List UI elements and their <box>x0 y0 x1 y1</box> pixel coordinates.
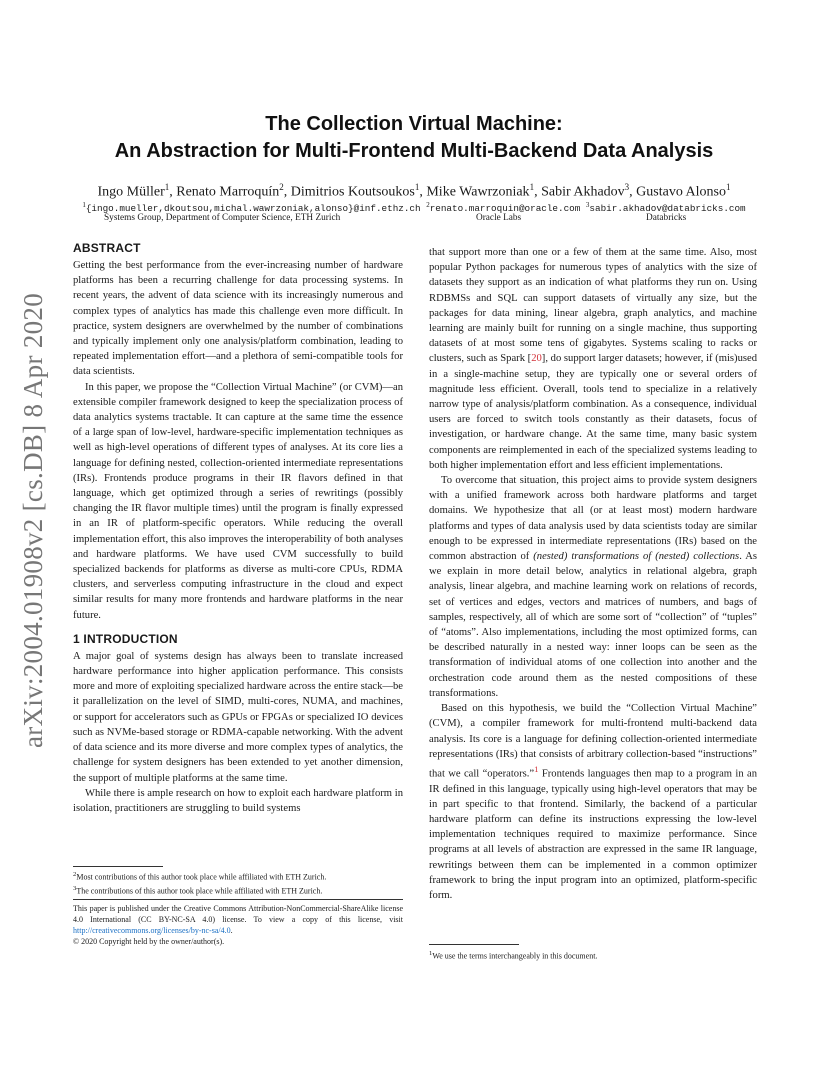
license-link[interactable]: http://creativecommons.org/licenses/by-nc-sa/4.0 <box>73 926 231 935</box>
arxiv-side-label: arXiv:2004.01908v2 [cs.DB] 8 Apr 2020 <box>18 292 49 748</box>
right-column <box>429 245 757 903</box>
abstract-heading: ABSTRACT <box>73 241 141 255</box>
author-emails: $^1${ingo.mueller,dkoutsou,michal.wawrzoniak,alonso}@inf.ethz.ch $^2$renato.marroquin@oracle.com $^3$sabir.akhadov@databricks.com <box>82 201 746 215</box>
footnote-right: $^1$We use the terms interchangeably in this document. <box>429 950 598 961</box>
affiliation-oracle: Oracle Labs <box>476 213 522 223</box>
affiliation-databricks: Databricks <box>646 213 687 223</box>
introduction-heading: 1 INTRODUCTION <box>73 631 178 646</box>
footnote-rule <box>429 944 519 945</box>
intro-paragraph: While there is ample research on how to exploit each hardware platform in isolation, practitioners are struggling to build systems <box>73 787 403 814</box>
affiliation-eth: Systems Group, Department of Computer Science, ETH Zurich <box>104 213 341 223</box>
footnotes-left: $^2$Most contributions of this author took place while affiliated with ETH Zurich. $^3$The contributions of this author took place while affiliated with ETH Zurich. <box>73 871 327 896</box>
body-paragraph: Based on this hypothesis, we build the “Collection Virtual Machine” (CVM), a compiler framework for multi-frontend multi-backend data analysis. Its core is a language for defining collection-oriented intermediate representations (IRs) that consists of arbitrary collection-based “instructions” that we call “operators.”$^1$ Frontends languages then map to a program in an IR defined in this language, typically using high-level operators that may be in part specific to that frontend. Similarly, the backend of a particular hardware platform can define its instructions expressing the low-level implementation techniques required to maximize performance. Since programs at all levels of abstraction are expressed in the same IR language, rewritings between them can be implemented in a common optimizer framework to bring the input program into an optimized, platform-specific form. <box>429 703 757 902</box>
citation-link[interactable]: 20 <box>531 353 542 365</box>
author-list: Ingo Müller$^1$, Renato Marroquín$^2$, Dimitrios Koutsoukos$^1$, Mike Wawrzoniak$^1$, Sabir Akhadov$^3$, Gustavo Alonso$^1$ <box>97 182 731 200</box>
abstract-paragraph: In this paper, we propose the “Collection Virtual Machine” (or CVM)—an extensible compiler framework designed to keep the specialization process of data analytics systems tractable. It can capture at the same time the essence of a large span of low-level, hardware-specific implementation techniques as well as high-level operations of different types of analyses. At its core lies a language for defining nested, collection-oriented intermediate representations (IRs). Frontends produce programs in their IR flavors defined in that language, which get optimized through a series of rewritings (possibly changing the IR flavor multiple times) until the program is finally expressed in an IR of platform-specific operators. While reducing the overall implementation effort, this also improves the interoperability of both analyses and hardware platforms. We have used CVM successfully to build specialized backends for platforms as diverse as multi-core CPUs, RDMA clusters, and serverless computing infrastructure in the cloud and expect similar results for many more frontends and hardware platforms in the near future. <box>73 381 403 621</box>
body-paragraph: To overcome that situation, this project aims to provide system designers with a unified framework across both hardware platforms and target domains. We hypothesize that all (or at least most) modern hardware platforms and types of data analysis used by data scientists today are similar enough to be expressed in intermediate representations (IRs) based on the common abstraction of (nested) transformations of (nested) collections. As we explain in more detail below, analytics in relational algebra, graph analysis, linear algebra, and machine learning work on relations of records, set of vertices and edges, vectors and matrices of numbers, and bags of samples, respectively, all of which are some sort of “collection” of “tuples” of “atoms”. Also implementations, including the most optimized forms, can be described naturally in a nested way: inner loops can be seen as the transformation of individual atoms of one collection into another and the orchestration code around them as the nested compositions of these transformations. <box>429 475 757 699</box>
footnote-rule <box>73 866 163 867</box>
body-paragraph: that support more than one or a few of them at the same time. Also, most popular Python packages for numerous types of analytics with the size of datasets they support as an indication of what platforms they run on. Using RDBMSs and SQL can support datasets of virtually any size, but the packages for data mining, linear algebra, graph analytics, and machine learning are mainly built for running on a single machine, thus supporting datasets of at most some tens of gigabytes. Systems scaling to racks or clusters, such as Spark [20], do support larger datasets; however, if (mis)used in a single-machine setup, they are typically one or several orders of magnitude less efficient. Overall, tools tend to specialize in a relatively narrow type of analysis/platform combination. As a consequence, individual users are forced to switch tools constantly as their datasets, focus of investigation, or hardware change. At the same time, many basic system components are reimplemented in each of the specialized systems leading to both higher implementation effort and less efficient implementations. <box>429 247 758 471</box>
license-notice: This paper is published under the Creative Commons Attribution-NonCommercial-ShareAlike license 4.0 International (CC BY-NC-SA 4.0) license. To view a copy of this license, visit http://creativecommons.org/licenses/by-nc-sa/4.0. © 2020 Copyright held by the owner/author(s). <box>73 904 403 946</box>
left-column <box>73 240 403 816</box>
abstract-paragraph: Getting the best performance from the ever-increasing number of hardware platforms has been a recurring challenge for data processing systems. In recent years, the advent of data science with its increasingly numerous and complex types of analytics has made this challenge even more difficult. In practice, system designers are overwhelmed by the number of combinations and typically implement only one analysis/platform combination, leading to repeated implementation effort—and a plethora of semi-compatible tools for data scientists. <box>73 260 403 378</box>
intro-paragraph: A major goal of systems design has always been to translate increased hardware performance into higher application performance. This consists more and more of exploiting specialized hardware across the entire stack—be it parallelization on the level of SIMD, multi-cores, NUMA, and machines, or support for accelerators such as GPUs or FPGAs or specialized IO devices such as NVMe-based storage or RDMA-capable networking. With the advent of data science and its more diverse and more complex types of analytics, the challenge for system designers has been extended to yet another dimension, the support of multiple platforms at the same time. <box>73 650 403 784</box>
footnote-link[interactable]: 1 <box>534 763 539 774</box>
paper-title: The Collection Virtual Machine: An Abstraction for Multi-Frontend Multi-Backend Data Analysis <box>114 113 714 162</box>
license-rule <box>73 899 403 900</box>
